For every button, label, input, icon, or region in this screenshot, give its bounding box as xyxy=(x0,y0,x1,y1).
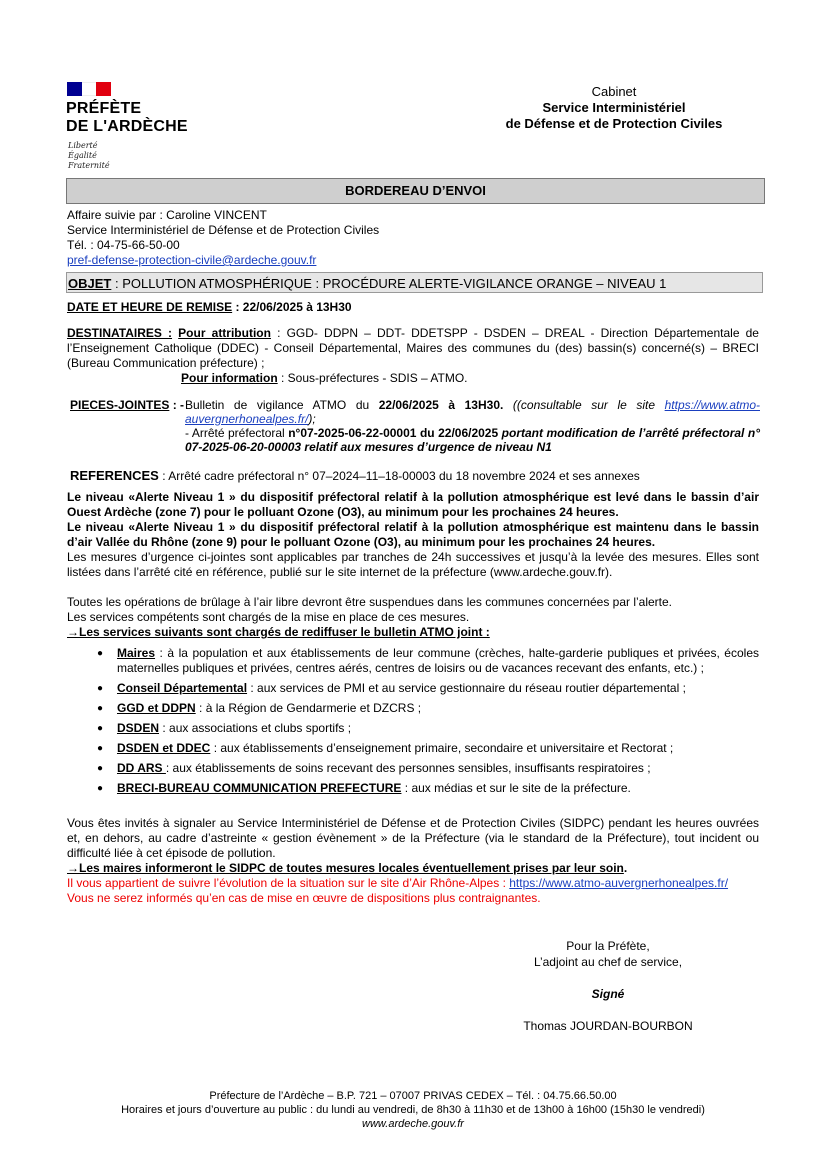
recipients-block xyxy=(67,326,759,386)
attachment-2-rest: portant modification de l’arrêté préfectoral n° 07-2025-06-20-00003 relatif aux mesures d’urgence de niveau N1 xyxy=(185,426,761,454)
burning-paragraph: Toutes les opérations de brûlage à l’air libre devront être suspendues dans les communes concernées par l’alerte. xyxy=(67,595,673,609)
contact-phone: Tél. : 04-75-66-50-00 xyxy=(67,238,180,252)
delivery-date xyxy=(67,300,352,314)
bullet-label: BRECI-BUREAU COMMUNICATION PREFECTURE xyxy=(117,781,402,795)
rediffusion-heading: →Les services suivants sont chargés de rediffuser le bulletin ATMO joint : xyxy=(67,625,490,639)
footer-hours: Horaires et jours d’ouverture au public : du lundi au vendredi, de 8h30 à 11h30 et de 13h00 à 16h00 (15h30 le vendredi) xyxy=(121,1104,705,1116)
list-item xyxy=(67,721,759,736)
list-item xyxy=(67,681,759,696)
motto-liberte: Liberté xyxy=(68,141,98,150)
bullet-text: : aux services de PMI et au service gestionnaire du réseau routier départemental ; xyxy=(247,681,686,695)
atmo-follow-link[interactable]: https://www.atmo-auvergnerhonealpes.fr/ xyxy=(509,876,729,890)
footer-website: www.ardeche.gouv.fr xyxy=(362,1118,464,1130)
mayors-inform-end: . xyxy=(623,861,628,875)
contact-email-link[interactable]: pref-defense-protection-civile@ardeche.gouv.fr xyxy=(67,253,317,267)
bullet-label: DSDEN xyxy=(117,721,160,735)
list-item xyxy=(67,701,759,716)
list-item xyxy=(67,646,759,676)
contact-service: Service Interministériel de Défense et de Protection Civiles xyxy=(67,223,380,237)
bullet-text: : à la Région de Gendarmerie et DZCRS ; xyxy=(195,701,422,715)
subject-label: OBJET xyxy=(68,276,112,291)
sender-service-block xyxy=(484,84,744,132)
attachments-label-suffix: : - xyxy=(169,398,185,412)
contact-person: Affaire suivie par : Caroline VINCENT xyxy=(67,208,267,222)
follow-situation-text: Il vous appartient de suivre l’évolution de la situation sur le site d’Air Rhône-Alpes : xyxy=(67,876,510,890)
bullet-text: : aux établissements de soins recevant des personnes sensibles, insuffisants respiratoires ; xyxy=(165,761,651,775)
attribution-text: : GGD- DDPN – DDT- DDETSPP - DSDEN – DREAL - Direction Départementale de l’Enseignement Catholique (DDEC) - Conseil Départemental, Maires des communes du (des) bassin(s) concerné(s) – BRECI (Bureau Communication préfecture) ; xyxy=(67,326,759,370)
information-label: Pour information xyxy=(181,371,278,385)
cabinet-label: Cabinet xyxy=(591,84,637,99)
service-line-1: Service Interministériel xyxy=(542,100,686,115)
notice-paragraph: Vous ne serez informés qu’en cas de mise en œuvre de dispositions plus contraignantes. xyxy=(67,891,541,905)
attachment-1-date: 22/06/2025 à 13H30. xyxy=(378,398,504,412)
republic-flag-icon xyxy=(67,82,111,96)
measures-paragraph: Les mesures d’urgence ci-jointes sont applicables par tranches de 24h successives et jusqu’à la levée des mesures. Elles sont listées dans l’arrêté cité en référence, publié sur le site internet de la préfecture (www.ardeche.gouv.fr). xyxy=(67,550,759,579)
attachment-item-2 xyxy=(185,426,760,454)
list-item xyxy=(67,761,759,776)
subject-separator: : xyxy=(111,276,123,291)
service-line-2: de Défense et de Protection Civiles xyxy=(505,116,723,131)
closing-block xyxy=(67,816,759,906)
atmo-site-link[interactable]: https://www.atmo-auvergnerhonealpes.fr/ xyxy=(185,398,760,426)
attachments-list xyxy=(185,398,760,454)
alert-maintained-paragraph: Le niveau «Alerte Niveau 1 » du dispositif préfectoral relatif à la pollution atmosphérique est maintenu dans le bassin d’air Vallée du Rhône (zone 9) pour le polluant Ozone (O3), au minimum pour les prochaines 24 heures. xyxy=(67,520,759,549)
document-title: BORDEREAU D’ENVOI xyxy=(66,178,765,204)
bullet-label: Maires xyxy=(117,646,156,660)
motto-fraternite: Fraternité xyxy=(68,161,110,170)
signature-block xyxy=(500,938,716,1034)
attachments-block xyxy=(70,398,760,454)
bullet-label: Conseil Départemental xyxy=(117,681,248,695)
logo-line-1: PRÉFÈTE xyxy=(66,100,142,117)
list-item xyxy=(67,741,759,756)
contact-block xyxy=(67,208,379,268)
date-label: DATE ET HEURE DE REMISE xyxy=(67,300,233,314)
subject-text: POLLUTION ATMOSPHÉRIQUE : PROCÉDURE ALERTE-VIGILANCE ORANGE – NIVEAU 1 xyxy=(122,276,667,291)
republic-motto xyxy=(68,141,110,171)
bullet-text: : aux médias et sur le site de la préfecture. xyxy=(401,781,631,795)
signature-line-1: Pour la Préfète, xyxy=(566,939,650,953)
bullet-label: DSDEN et DDEC xyxy=(117,741,211,755)
report-incidents-paragraph: Vous êtes invités à signaler au Service Interministériel de Défense et de Protection Civiles (SIDPC) pendant les heures ouvrées et, en dehors, au cadre d’astreinte « gestion évènement » de la Préfecture (via le standard de la Préfecture), tout incident ou difficulté liée à cet épisode de pollution. xyxy=(67,816,759,860)
attribution-label: Pour attribution xyxy=(178,326,271,340)
references-block xyxy=(70,468,760,484)
main-body xyxy=(67,490,759,640)
information-text: : Sous-préfectures - SDIS – ATMO. xyxy=(277,371,468,385)
alert-lifted-paragraph: Le niveau «Alerte Niveau 1 » du dispositif préfectoral relatif à la pollution atmosphérique est levé dans le bassin d’air Ouest Ardèche (zone 7) pour le polluant Ozone (O3), au minimum pour les prochaines 24 heures. xyxy=(67,490,759,519)
date-value: : 22/06/2025 à 13H30 xyxy=(232,300,352,314)
signature-line-2: L’adjoint au chef de service, xyxy=(533,955,683,969)
services-list xyxy=(67,646,759,801)
recipients-label: DESTINATAIRES : xyxy=(67,326,173,340)
bullet-label: GGD et DDPN xyxy=(117,701,196,715)
attachments-label: PIECES-JOINTES xyxy=(70,398,170,412)
services-paragraph: Les services compétents sont chargés de la mise en place de ces mesures. xyxy=(67,610,470,624)
bullet-text: : aux associations et clubs sportifs ; xyxy=(159,721,352,735)
signed-label: Signé xyxy=(591,987,625,1001)
attachment-2-number: n°07-2025-06-22-00001 du 22/06/2025 xyxy=(288,426,499,440)
logo-line-2: DE L'ARDÈCHE xyxy=(66,118,188,135)
attachment-1-close: ); xyxy=(308,412,316,426)
attachment-2-text: - Arrêté préfectoral xyxy=(185,426,289,440)
attachment-1-text: Bulletin de vigilance ATMO du xyxy=(185,398,379,412)
attachment-1-paren: ((consultable sur le site xyxy=(503,398,665,412)
prefecture-logo-title xyxy=(66,100,188,136)
mayors-inform-paragraph: →Les maires informeront le SIDPC de toutes mesures locales éventuellement prises par leur soin xyxy=(67,861,624,875)
page-footer xyxy=(0,1089,826,1131)
signatory-name: Thomas JOURDAN-BOURBON xyxy=(523,1019,693,1033)
bullet-label: DD ARS xyxy=(117,761,166,775)
attachments-label-cell xyxy=(70,398,185,454)
motto-egalite: Égalité xyxy=(68,151,97,160)
bullet-text: : aux établissements d’enseignement primaire, secondaire et universitaire et Rectorat ; xyxy=(210,741,674,755)
attachment-item-1 xyxy=(185,398,760,426)
footer-address: Préfecture de l’Ardèche – B.P. 721 – 07007 PRIVAS CEDEX – Tél. : 04.75.66.50.00 xyxy=(209,1090,617,1102)
subject-bar xyxy=(66,272,763,293)
references-label: REFERENCES xyxy=(70,468,159,483)
references-text: : Arrêté cadre préfectoral n° 07–2024–11–18-00003 du 18 novembre 2024 et ses annexes xyxy=(158,469,640,483)
bullet-text: : à la population et aux établissements de leur commune (crèches, halte-garderie publiques et privées, écoles maternelles publiques et privées, centres aérés, centres de loisirs ou de vacances recevant des enfants, etc.) ; xyxy=(117,646,759,675)
list-item xyxy=(67,781,759,796)
